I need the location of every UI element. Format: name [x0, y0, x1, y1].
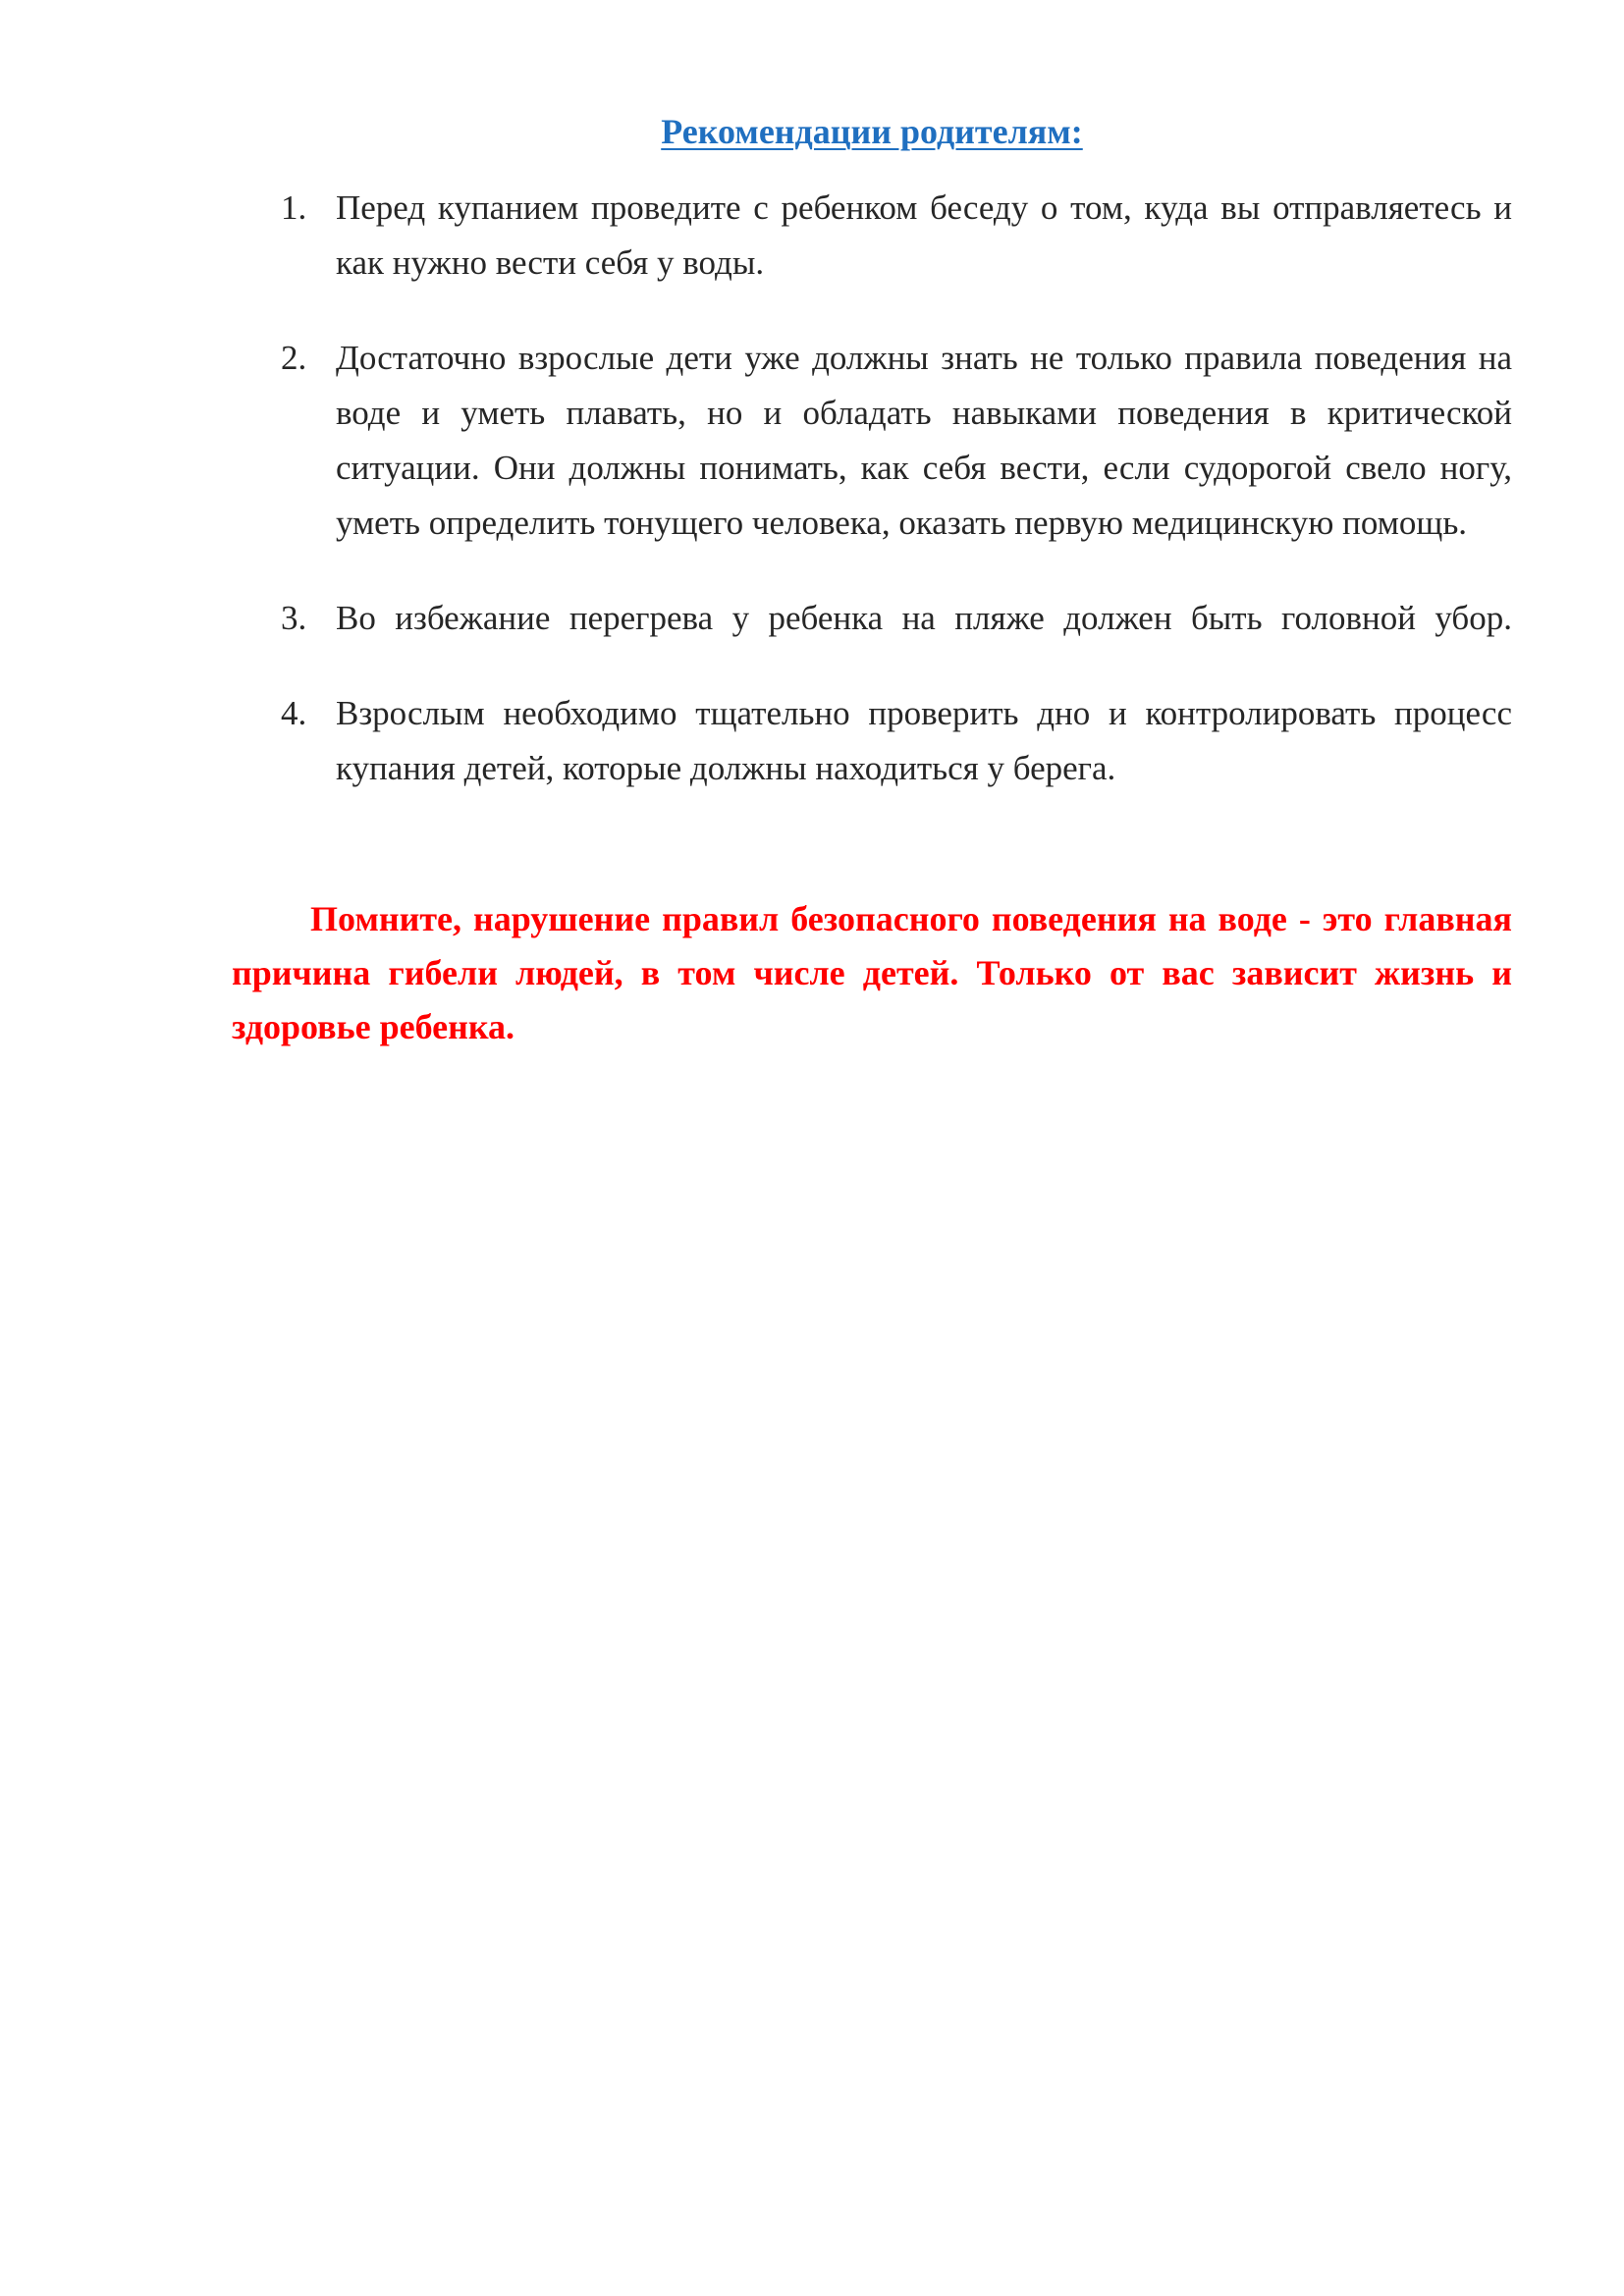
list-item-text: Во избежание перегрева у ребенка на пляже должен быть головной убор.	[336, 599, 1512, 637]
list-item-text: Взрослым необходимо тщательно проверить дно и контролировать процесс купания детей, которые должны находиться у берега.	[336, 694, 1512, 787]
list-item	[281, 181, 1512, 291]
list-item-number: 2.	[281, 339, 307, 377]
list-item-text: Достаточно взрослые дети уже должны знать не только правила поведения на воде и уметь плавать, но и обладать навыками поведения в критической ситуации. Они должны понимать, как себя вести, если судорогой свело ногу, уметь определить тонущего человека, оказать первую медицинскую помощь.	[336, 339, 1512, 542]
list-item	[281, 331, 1512, 551]
recommendations-list	[281, 181, 1512, 836]
list-item-number: 1.	[281, 188, 307, 227]
page-title: Рекомендации родителям:	[661, 112, 1083, 151]
list-item-number: 4.	[281, 694, 307, 732]
safety-warning: Помните, нарушение правил безопасного поведения на воде - это главная причина гибели людей, в том числе детей. Только от вас зависит жизнь и здоровье ребенка.	[232, 899, 1512, 1046]
list-item-text: Перед купанием проведите с ребенком беседу о том, куда вы отправляетесь и как нужно вести себя у воды.	[336, 188, 1512, 282]
list-item	[281, 686, 1512, 796]
list-item-number: 3.	[281, 599, 307, 637]
list-item	[281, 591, 1512, 646]
